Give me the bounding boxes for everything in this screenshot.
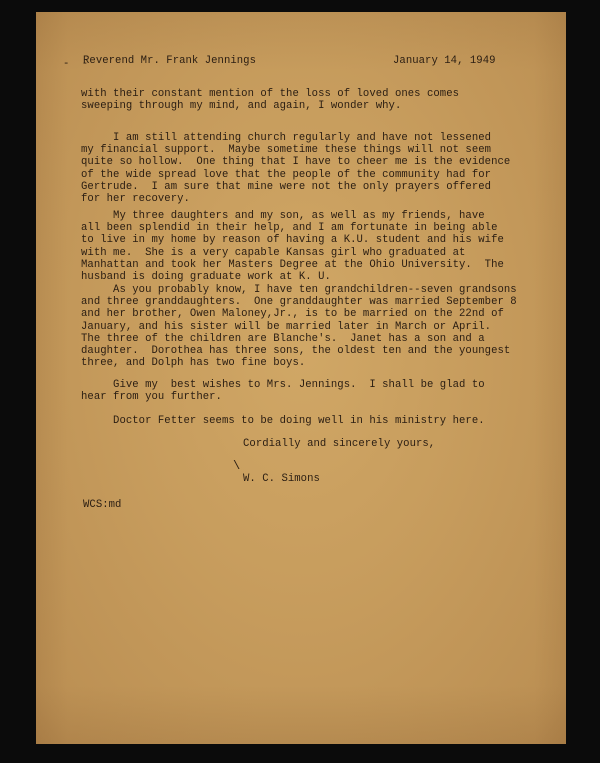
- paragraph-4: As you probably know, I have ten grandchildren--seven grandsons and three granddaughters. One granddaughter was married September 8 and her brother, Owen Maloney,Jr., is to be married on the 22nd of January, and his sister will be married later in March or April. The three of the children are Blanche's. Janet has a son and a daughter. Dorothea has three sons, the oldest ten and the youngest three, and Dolph has two fine boys.: [81, 284, 517, 370]
- letter-date: January 14, 1949: [393, 55, 496, 67]
- paragraph-2: I am still attending church regularly and have not lessened my financial support. Maybe sometime these things will not seem quite so hollow. One thing that I have to cheer me is the evidence of the wide spread love that the people of the community had for Gertrude. I am sure that mine were not the only prayers offered for her recovery.: [81, 132, 511, 206]
- valediction: Cordially and sincerely yours,: [243, 438, 436, 450]
- addressee: Reverend Mr. Frank Jennings: [83, 55, 256, 67]
- paragraph-1: with their constant mention of the loss of loved ones comes sweeping through my mind, and again, I wonder why.: [81, 88, 460, 113]
- paragraph-3: My three daughters and my son, as well as my friends, have all been splendid in their help, and I am fortunate in being able to live in my home by reason of having a K.U. student and his wife with me. She is a very capable Kansas girl who graduated at Manhattan and took her Masters Degree at the Ohio University. The husband is doing graduate work at K. U.: [81, 210, 504, 284]
- paragraph-5: Give my best wishes to Mrs. Jennings. I shall be glad to hear from you further.: [81, 379, 485, 404]
- signer-name: W. C. Simons: [243, 473, 320, 485]
- margin-mark: - -: [63, 58, 92, 70]
- paragraph-6: Doctor Fetter seems to be doing well in his ministry here.: [81, 415, 485, 427]
- typist-initials: WCS:md: [83, 499, 122, 511]
- signature-mark: \: [233, 459, 241, 473]
- letter-page: [36, 12, 566, 744]
